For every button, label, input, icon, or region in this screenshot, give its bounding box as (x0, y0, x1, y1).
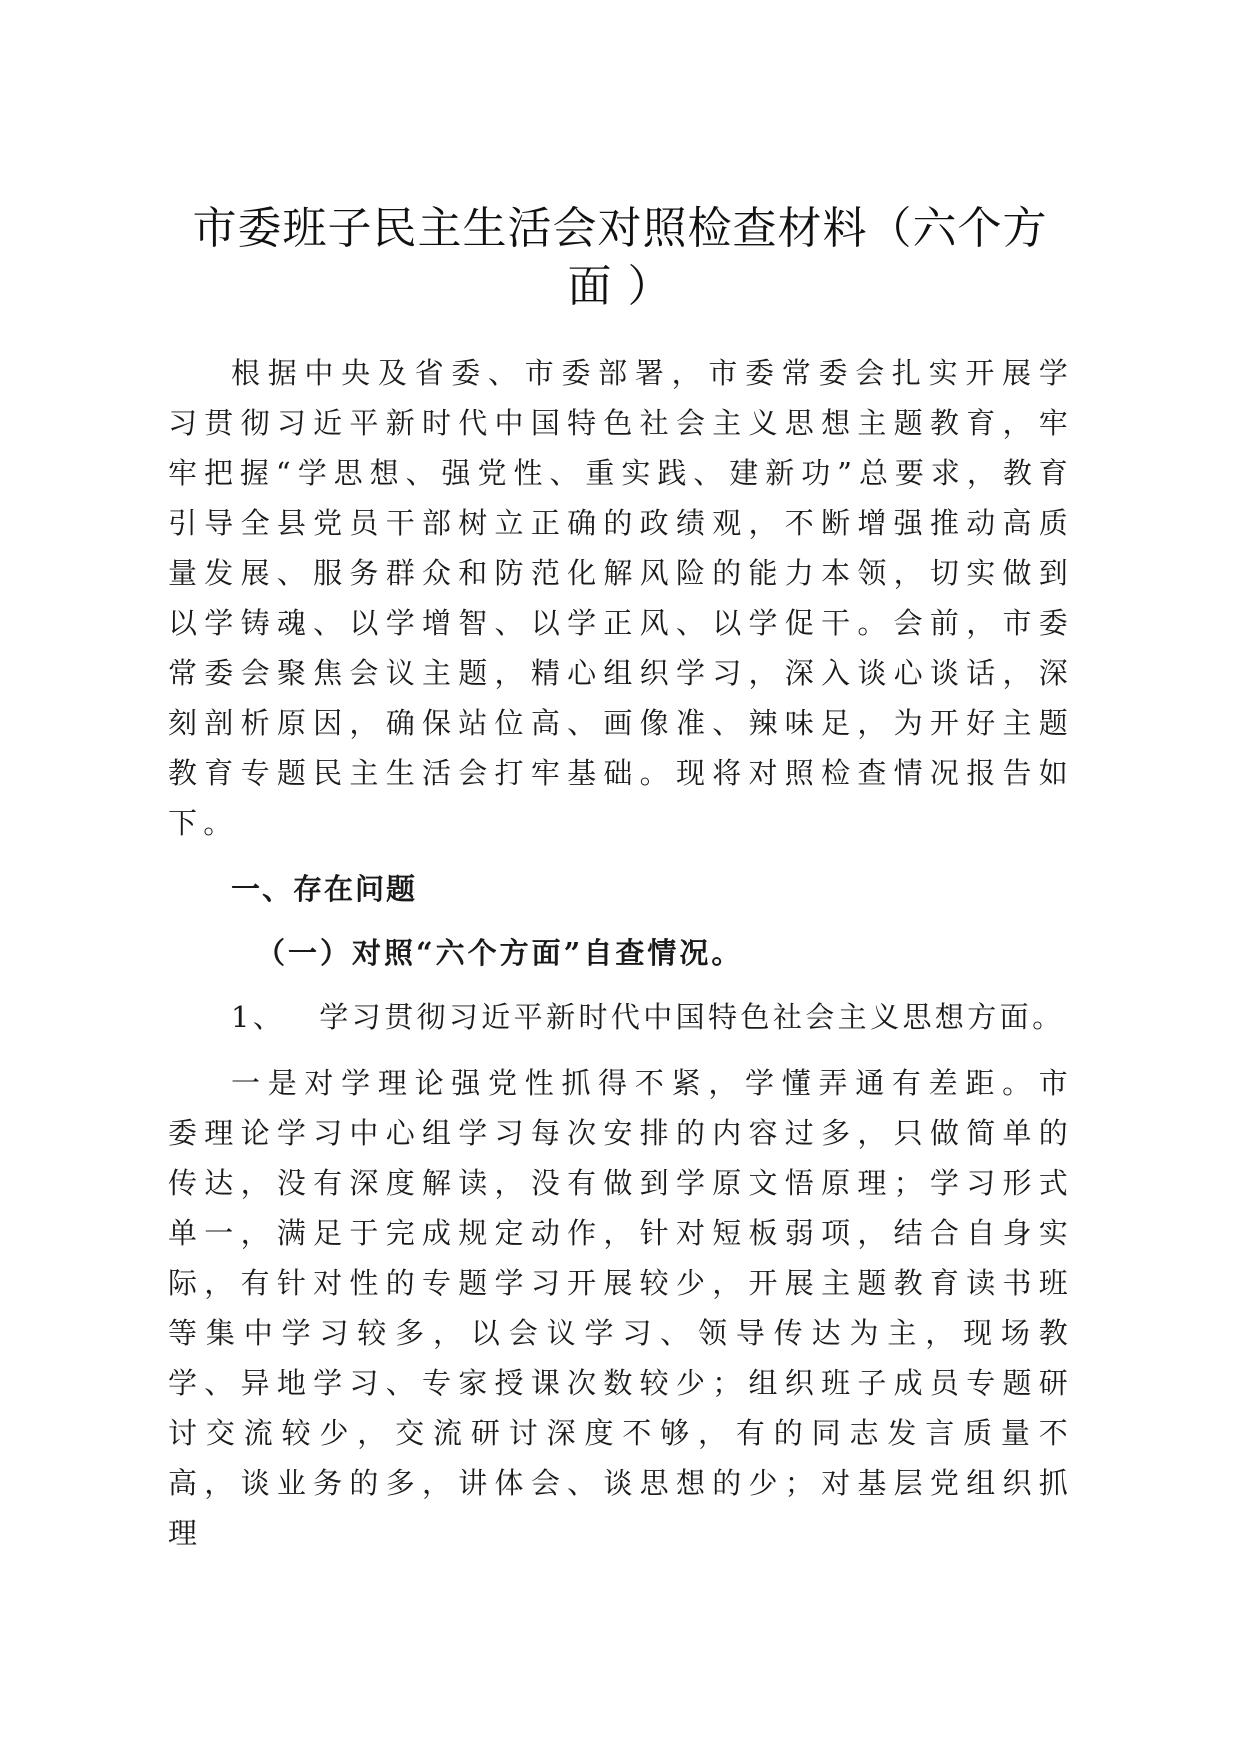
intro-paragraph: 根据中央及省委、市委部署，市委常委会扎实开展学习贯彻习近平新时代中国特色社会主义思想主题教育，牢牢把握“学思想、强党性、重实践、建新功”总要求，教育引导全县党员干部树立正确的政绩观，不断增强推动高质量发展、服务群众和防范化解风险的能力本领，切实做到以学铸魂、以学增智、以学正风、以学促干。会前，市委常委会聚焦会议主题，精心组织学习，深入谈心谈话，深刻剖析原因，确保站位高、画像准、辣味足，为开好主题教育专题民主生活会打牢基础。现将对照检查情况报告如下。 (168, 356, 1074, 840)
item-1-text: 学习贯彻习近平新时代中国特色社会主义思想方面。 (319, 1000, 1065, 1034)
subsection-heading-six-aspects: （一）对照“六个方面”自查情况。 (256, 936, 744, 970)
item-1-number: 1、 (231, 1000, 286, 1034)
item-1-heading (168, 992, 1074, 1042)
section-heading-problems: 一、存在问题 (231, 872, 418, 906)
title-line-1: 市委班子民主生活会对照检查材料（六个方 (192, 203, 1048, 254)
document-title (140, 200, 1100, 316)
document-body (168, 348, 1074, 1558)
item-1-paragraph: 一是对学理论强党性抓得不紧，学懂弄通有差距。市委理论学习中心组学习每次安排的内容过多，只做简单的传达，没有深度解读，没有做到学原文悟原理；学习形式单一，满足于完成规定动作，针对短板弱项，结合自身实际，有针对性的专题学习开展较少，开展主题教育读书班等集中学习较多，以会议学习、领导传达为主，现场教学、异地学习、专家授课次数较少；组织班子成员专题研讨交流较少，交流研讨深度不够，有的同志发言质量不高，谈业务的多，讲体会、谈思想的少；对基层党组织抓理 (168, 1066, 1074, 1550)
title-line-2: 面 ） (567, 261, 673, 312)
